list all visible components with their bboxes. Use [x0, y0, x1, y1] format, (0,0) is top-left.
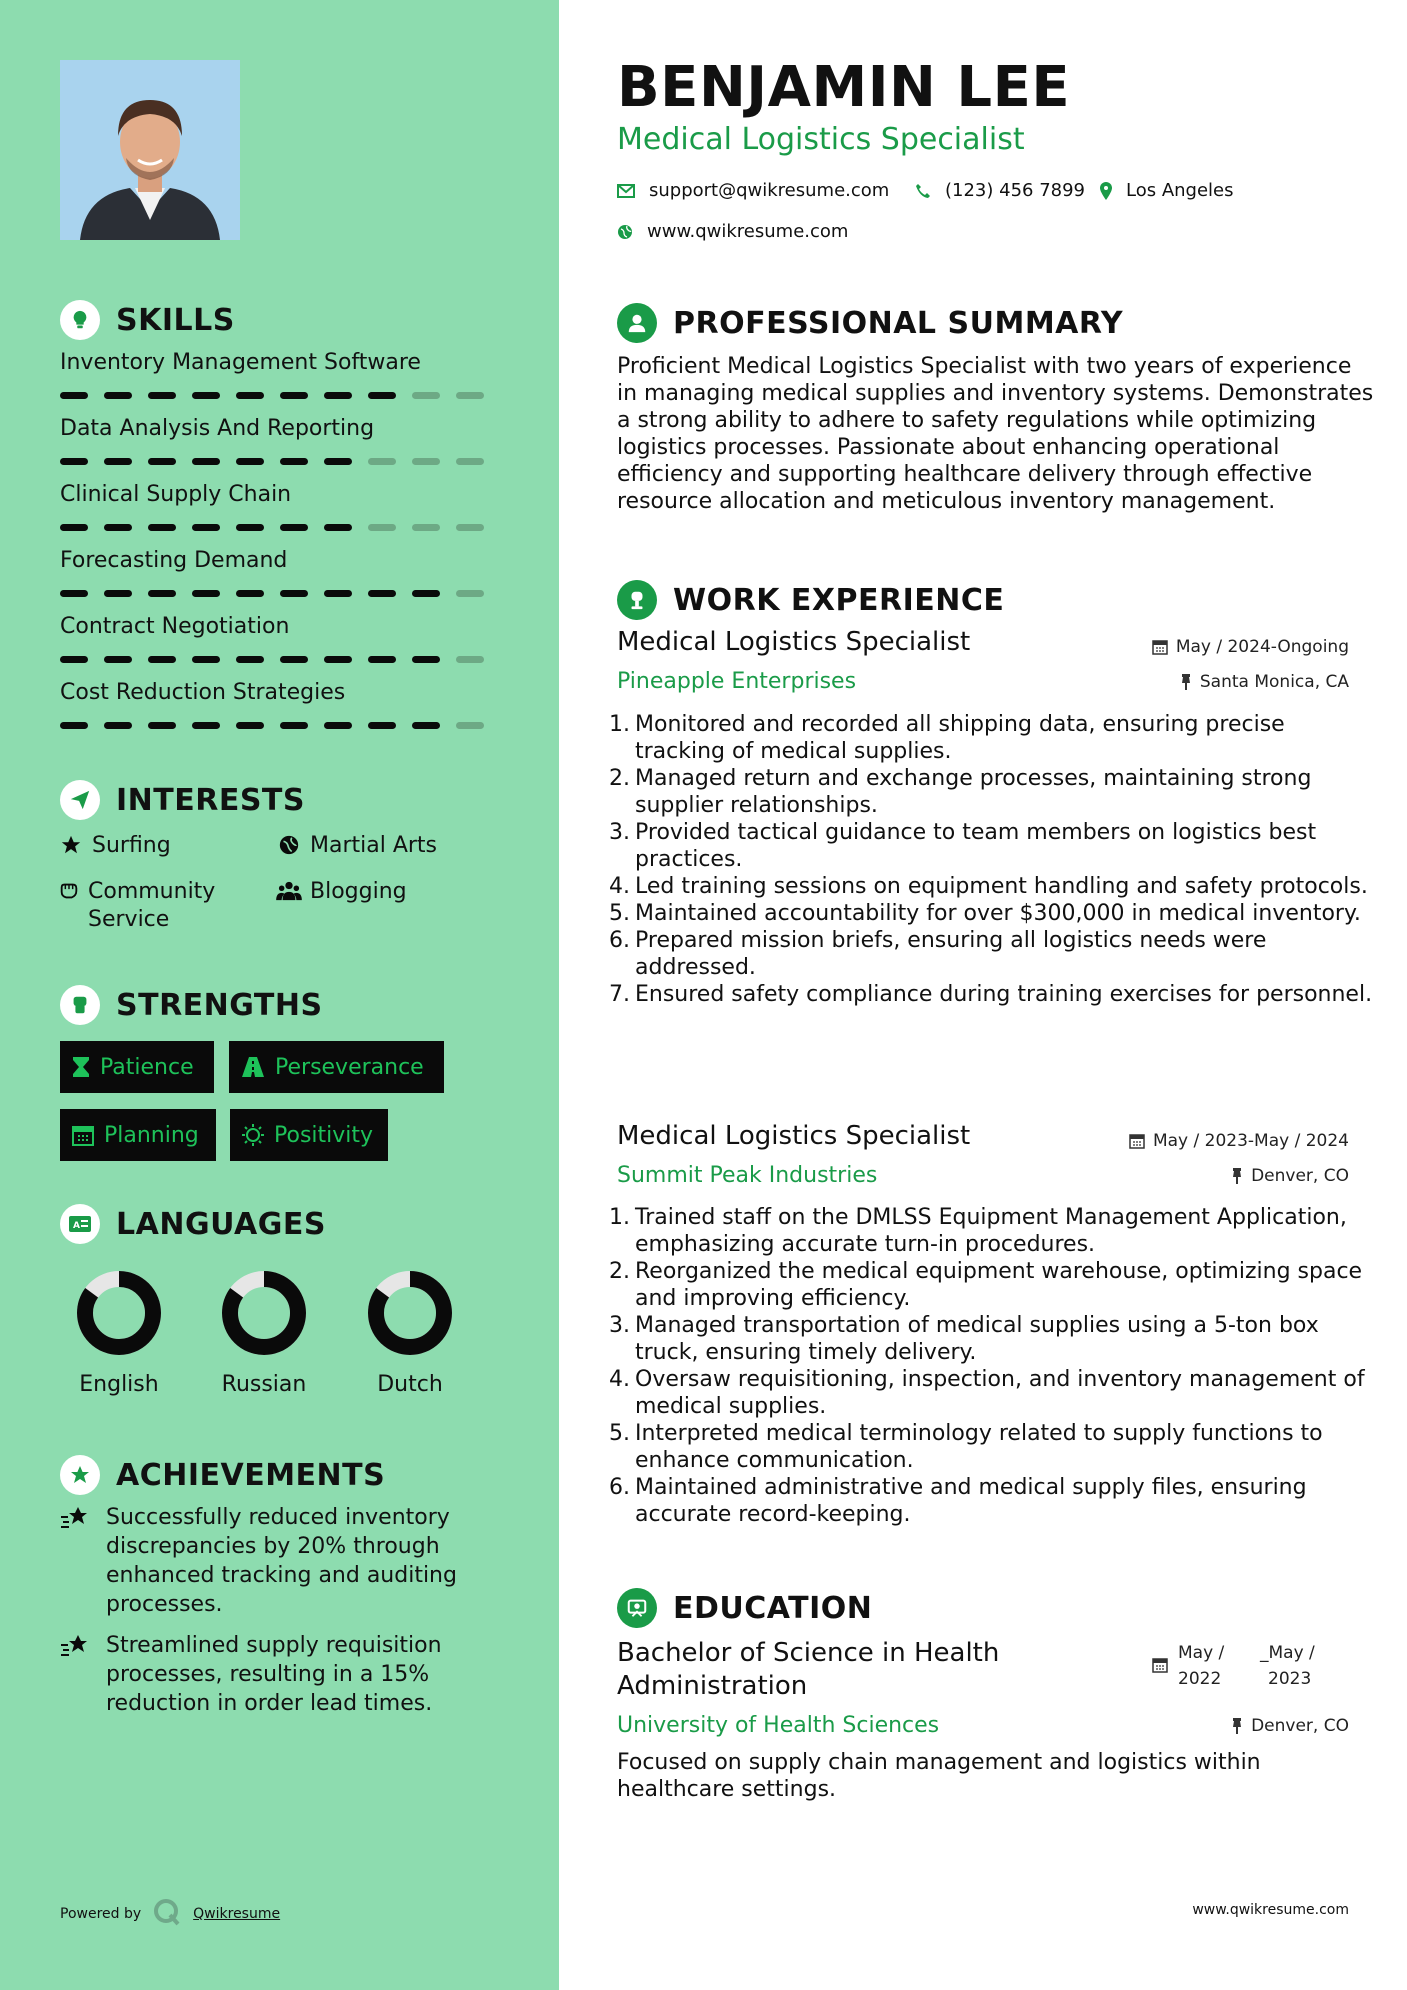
skill-level-segment	[456, 656, 484, 663]
summary-text: Proficient Medical Logistics Specialist with two years of experience in managing medical supplies and inventory systems. Demonstrates a strong ability to adhere to safety regulations while optimizing logistics processes. Passionate about enhancing operational efficiency and supporting healthcare delivery through effective resource allocation and meticulous inventory management.	[617, 354, 1374, 514]
skill-level-segment	[412, 722, 440, 729]
skill-level-segment	[60, 590, 88, 597]
skill-level-segment	[104, 722, 132, 729]
skill-label: Cost Reduction Strategies	[60, 680, 346, 705]
qwikresume-logo	[153, 1898, 181, 1930]
skill-level-segment	[192, 458, 220, 465]
skill-level-segment	[324, 656, 352, 663]
lightbulb-icon	[60, 300, 100, 340]
job-bullet: 2. Managed return and exchange processes, maintaining strong supplier relationships.	[609, 766, 1312, 818]
interest-item: Community Service	[58, 878, 268, 934]
pushpin-icon	[1231, 1718, 1243, 1734]
users-icon	[276, 878, 302, 902]
language-proficiency-ring	[221, 1270, 307, 1356]
skill-level-bar	[60, 392, 500, 399]
skill-level-segment	[456, 722, 484, 729]
language-item	[46, 1270, 192, 1397]
phone-icon	[915, 183, 931, 199]
sidebar	[0, 0, 559, 1990]
language-label: Dutch	[377, 1372, 443, 1397]
powered-by: Powered by Qwikresume	[60, 1898, 280, 1930]
skill-level-segment	[456, 590, 484, 597]
skill-item	[60, 548, 500, 597]
hourglass-icon	[72, 1056, 90, 1078]
interest-item: Martial Arts	[276, 832, 437, 860]
fist-icon	[60, 985, 100, 1025]
skill-label: Data Analysis And Reporting	[60, 416, 375, 441]
skill-level-segment	[192, 590, 220, 597]
skill-level-segment	[368, 656, 396, 663]
education-location: Denver, CO	[1231, 1716, 1349, 1736]
skill-level-segment	[368, 392, 396, 399]
contact-email[interactable]: support@qwikresume.com	[617, 180, 889, 201]
skill-level-segment	[368, 590, 396, 597]
skill-level-segment	[412, 458, 440, 465]
skills-heading: SKILLS	[60, 300, 235, 340]
skill-level-segment	[280, 656, 308, 663]
skill-label: Clinical Supply Chain	[60, 482, 292, 507]
skill-level-segment	[104, 458, 132, 465]
school-name: University of Health Sciences	[617, 1713, 940, 1738]
job-dates: May / 2023-May / 2024	[1129, 1131, 1349, 1151]
skill-level-segment	[280, 590, 308, 597]
graduation-icon	[617, 1588, 657, 1628]
briefcase-icon	[617, 580, 657, 620]
language-proficiency-ring	[367, 1270, 453, 1356]
sun-icon	[242, 1124, 264, 1146]
skill-level-segment	[104, 590, 132, 597]
paper-plane-icon	[60, 780, 100, 820]
pushpin-icon	[1180, 674, 1192, 690]
interest-item: Surfing	[58, 832, 171, 860]
calendar-icon	[1152, 1640, 1168, 1692]
job-location: Santa Monica, CA	[1180, 672, 1349, 692]
skill-level-segment	[368, 458, 396, 465]
language-item	[191, 1270, 337, 1397]
language-label: Russian	[221, 1372, 307, 1397]
language-label: English	[79, 1372, 159, 1397]
skill-level-segment	[236, 722, 264, 729]
shooting-star-icon	[60, 1631, 106, 1718]
skill-level-segment	[456, 392, 484, 399]
job-bullet: 6. Prepared mission briefs, ensuring all logistics needs were addressed.	[609, 928, 1267, 980]
education-heading: EDUCATION	[617, 1588, 872, 1628]
skill-level-segment	[60, 656, 88, 663]
skill-level-segment	[280, 392, 308, 399]
calendar-icon	[1129, 1133, 1145, 1149]
skill-level-segment	[324, 458, 352, 465]
calendar-icon	[72, 1124, 94, 1146]
star-badge-icon	[60, 1455, 100, 1495]
skill-level-segment	[280, 524, 308, 531]
job-bullet: 4. Oversaw requisitioning, inspection, and inventory management of medical supplies.	[609, 1367, 1365, 1419]
calendar-icon	[1152, 639, 1168, 655]
skill-level-segment	[148, 590, 176, 597]
skill-level-segment	[280, 722, 308, 729]
skill-level-bar	[60, 524, 500, 531]
qwikresume-link[interactable]: Qwikresume	[193, 1906, 281, 1922]
skill-level-segment	[104, 392, 132, 399]
job-bullets	[609, 711, 1377, 1008]
skill-level-segment	[60, 392, 88, 399]
job-bullet: 3. Provided tactical guidance to team members on logistics best practices.	[609, 820, 1317, 872]
achievements-heading: ACHIEVEMENTS	[60, 1455, 385, 1495]
language-card-icon	[60, 1204, 100, 1244]
skill-level-segment	[324, 722, 352, 729]
education-dates: May / 2022 _May / 2023	[1152, 1640, 1315, 1692]
skill-level-segment	[456, 524, 484, 531]
skill-level-segment	[104, 656, 132, 663]
footer-url[interactable]: www.qwikresume.com	[1192, 1902, 1349, 1918]
skill-level-segment	[412, 656, 440, 663]
skill-item	[60, 614, 500, 663]
job-company: Pineapple Enterprises	[617, 669, 857, 694]
language-proficiency-ring	[76, 1270, 162, 1356]
skill-label: Inventory Management Software	[60, 350, 421, 375]
job-bullet: 3. Managed transportation of medical supplies using a 5-ton box truck, ensuring timely delivery.	[609, 1313, 1319, 1365]
job-bullet: 5. Maintained accountability for over $300,000 in medical inventory.	[609, 901, 1361, 926]
skill-level-segment	[324, 392, 352, 399]
skill-level-segment	[412, 524, 440, 531]
skill-level-segment	[412, 392, 440, 399]
degree-title: Bachelor of Science in Health Administration	[617, 1638, 1000, 1701]
skill-level-segment	[60, 722, 88, 729]
job-company: Summit Peak Industries	[617, 1163, 878, 1188]
candidate-name: BENJAMIN LEE	[617, 55, 1071, 120]
job-title: Medical Logistics Specialist	[617, 1121, 971, 1151]
skill-item	[60, 680, 500, 729]
job-bullet: 6. Maintained administrative and medical supply files, ensuring accurate record-keeping.	[609, 1475, 1307, 1527]
skill-label: Forecasting Demand	[60, 548, 288, 573]
skill-item	[60, 482, 500, 531]
job-bullet: 1. Trained staff on the DMLSS Equipment Management Application, emphasizing accurate turn-in procedures.	[609, 1205, 1347, 1257]
achievement-item: Streamlined supply requisition processes, resulting in a 15% reduction in order lead times.	[60, 1631, 490, 1718]
pushpin-icon	[1231, 1168, 1243, 1184]
skill-level-segment	[148, 392, 176, 399]
user-icon	[617, 303, 657, 343]
star-icon	[58, 832, 84, 856]
shooting-star-icon	[60, 1503, 106, 1619]
skill-level-bar	[60, 458, 500, 465]
skill-level-segment	[148, 656, 176, 663]
achievement-item: Successfully reduced inventory discrepancies by 20% through enhanced tracking and auditing processes.	[60, 1503, 490, 1619]
skill-level-bar	[60, 590, 500, 597]
main-column	[559, 0, 1407, 1990]
skill-level-segment	[324, 524, 352, 531]
strength-tag: Planning	[60, 1109, 216, 1161]
strengths-heading: STRENGTHS	[60, 985, 323, 1025]
road-icon	[241, 1056, 265, 1078]
skill-level-segment	[60, 524, 88, 531]
strength-tag: Patience	[60, 1041, 214, 1093]
skill-level-segment	[192, 524, 220, 531]
skill-level-segment	[192, 392, 220, 399]
strength-tag: Perseverance	[229, 1041, 444, 1093]
language-item	[337, 1270, 483, 1397]
globe-icon	[276, 832, 302, 856]
job-bullets	[609, 1204, 1377, 1528]
languages-heading: A LANGUAGES	[60, 1204, 326, 1244]
skill-level-segment	[60, 458, 88, 465]
skill-item	[60, 416, 500, 465]
skill-level-bar	[60, 722, 500, 729]
skill-label: Contract Negotiation	[60, 614, 290, 639]
skill-level-segment	[280, 458, 308, 465]
skill-level-segment	[104, 524, 132, 531]
skill-level-segment	[148, 524, 176, 531]
skill-level-segment	[236, 656, 264, 663]
skill-level-segment	[456, 458, 484, 465]
skill-level-segment	[148, 458, 176, 465]
profile-photo	[60, 60, 240, 240]
contact-website[interactable]: www.qwikresume.com	[617, 221, 848, 242]
globe-icon	[617, 224, 633, 240]
job-bullet: 7. Ensured safety compliance during training exercises for personnel.	[609, 982, 1373, 1007]
job-bullet: 2. Reorganized the medical equipment warehouse, optimizing space and improving efficiency.	[609, 1259, 1363, 1311]
job-bullet: 4. Led training sessions on equipment handling and safety protocols.	[609, 874, 1368, 899]
svg-text:A: A	[73, 1221, 80, 1231]
contact-phone: (123) 456 7899	[915, 180, 1085, 201]
candidate-title: Medical Logistics Specialist	[617, 122, 1025, 157]
skill-item	[60, 350, 500, 399]
skill-level-segment	[236, 458, 264, 465]
hand-icon	[58, 878, 80, 902]
job-dates: May / 2024-Ongoing	[1152, 637, 1349, 657]
job-bullet: 1. Monitored and recorded all shipping data, ensuring precise tracking of medical supplies.	[609, 712, 1285, 764]
job-title: Medical Logistics Specialist	[617, 627, 971, 657]
job-bullet: 5. Interpreted medical terminology related to supply functions to enhance communication.	[609, 1421, 1323, 1473]
skill-level-segment	[236, 590, 264, 597]
contact-location: Los Angeles	[1100, 180, 1234, 201]
map-pin-icon	[1100, 182, 1112, 200]
skill-level-segment	[412, 590, 440, 597]
skill-level-segment	[148, 722, 176, 729]
skill-level-segment	[192, 656, 220, 663]
skill-level-bar	[60, 656, 500, 663]
summary-heading: PROFESSIONAL SUMMARY	[617, 303, 1123, 343]
job-location: Denver, CO	[1231, 1166, 1349, 1186]
envelope-icon	[617, 184, 635, 198]
skill-level-segment	[236, 392, 264, 399]
interests-heading: INTERESTS	[60, 780, 305, 820]
skill-level-segment	[236, 524, 264, 531]
experience-heading: WORK EXPERIENCE	[617, 580, 1004, 620]
skill-level-segment	[368, 722, 396, 729]
skill-level-segment	[324, 590, 352, 597]
skill-level-segment	[192, 722, 220, 729]
skill-level-segment	[368, 524, 396, 531]
strength-tag: Positivity	[230, 1109, 388, 1161]
education-description: Focused on supply chain management and logistics within healthcare settings.	[617, 1750, 1261, 1802]
interest-item: Blogging	[276, 878, 407, 906]
